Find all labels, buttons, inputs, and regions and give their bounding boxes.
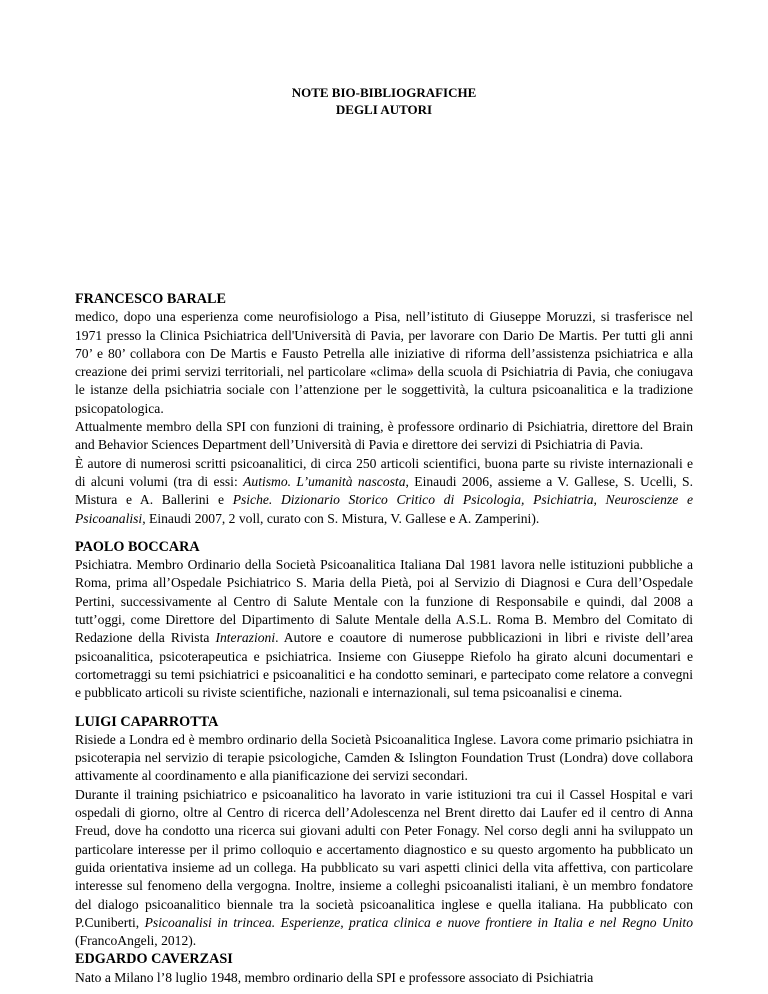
author-bio-paragraph [75,786,693,951]
title-line-1: NOTE BIO-BIBLIOGRAFICHE [291,85,477,100]
bio-text: È autore di numerosi scritti psicoanalitici, di circa 250 articoli scientifici, buona parte su riviste internazionali e di alcuni volumi (tra di essi: [75,455,693,489]
author-bio-paragraph: medico, dopo una esperienza come neurofisiologo a Pisa, nell’istituto di Giuseppe Moruzzi, si trasferisce nel 1971 presso la Clinica Psichiatrica dell'Università di Pavia, per lavorare con Dario De Martis. Per tutti gli anni 70’ e 80’ collabora con De Martis e Fausto Petrella alle iniziative di riforma dell’assistenza psichiatrica e alla creazione dei primi servizi territoriali, nel particolare «clima» della scuola di Psichiatria di Pavia, che coniugava le istanze della psichiatria sociale con l’attenzione per le soggettività, la cultura psicoanalitica e la tradizione psicopatologica. [75,309,693,416]
author-bio-paragraph [75,455,693,528]
book-title: Autismo. L’umanità nascosta [243,473,406,489]
bio-text: Durante il training psichiatrico e psicoanalitico ha lavorato in varie istituzioni tra cui il Cassel Hospital e vari ospedali di giorno, oltre al Centro di ricerca dell’Adolescenza nel Brent diretto dai Laufer ed il centro di Anna Freud, dove ha condotto una ricerca sui giovani adulti con Peter Fonagy. Nel corso degli anni ha sviluppato un particolare interesse per il primo colloquio e accertamento diagnostico e su questo argomento ha pubblicato un guida orientativa insieme ad un collega. Ha pubblicato su vari aspetti clinici della vita affettiva, con particolare interesse sul fenomeno della vergogna. Inoltre, insieme a colleghi psicoanalisti italiani, è un membro fondatore del dialogo psicoanalitico biennale tra la società psicoanalitica inglese e quella italiana. Ha pubblicato con P.Cuniberti, [75,786,693,930]
author-bio-paragraph: Nato a Milano l’8 luglio 1948, membro ordinario della SPI e professore associato di Psichiatria [75,969,594,985]
bio-text: (FrancoAngeli, 2012). [75,933,197,949]
author-entry-caverzasi [75,950,693,987]
author-name: LUIGI CAPARROTTA [75,713,219,730]
document-body [75,290,693,987]
document-title [0,84,768,118]
title-line-2: DEGLI AUTORI [335,102,433,117]
author-entry-boccara [75,538,693,703]
author-name: EDGARDO CAVERZASI [75,951,233,968]
author-name: PAOLO BOCCARA [75,538,200,555]
author-entry-caparrotta [75,713,693,951]
author-entry-barale [75,290,693,528]
journal-title: Interazioni [215,630,276,646]
author-bio-paragraph: Risiede a Londra ed è membro ordinario della Società Psicoanalitica Inglese. Lavora come primario psichiatra in psicoterapia nel servizio di terapie psicologiche, Camden & Islington Foundation Trust (Londra) dove collabora attivamente al coordinamento e alla pianificazione dei servizi secondari. [75,731,693,784]
author-bio-paragraph [75,556,693,702]
bio-text: , Einaudi 2007, 2 voll, curato con S. Mistura, V. Gallese e A. Zamperini). [142,510,540,526]
bio-text: , Einaudi 2006, assieme a V. Gallese, S. Ucelli, S. Mistura e A. Ballerini e [75,473,693,508]
book-title: Psicoanalisi in trincea. Esperienze, pratica clinica e nuove frontiere in Italia e nel Regno Unito [144,914,693,930]
author-name: FRANCESCO BARALE [75,291,226,307]
bio-text: . Autore e coautore di numerose pubblicazioni in libri e riviste dell’area psicoanalitica, psicoterapeutica e psichiatrica. Insieme con Giuseppe Riefolo ha girato alcuni documentari e cortometraggi su temi psichiatrici e psicoanalitici e ha condotto seminari, e partecipato come relatore a convegni e pubblicato articoli su riviste scientifiche, nazionali e internazionali, sul tema psicoanalisi e cinema. [75,630,694,701]
book-title: Psiche. Dizionario Storico Critico di Psicologia, Psichiatria, Neuroscienze e Psicoanalisi [75,492,693,526]
author-bio-paragraph: Attualmente membro della SPI con funzioni di training, è professore ordinario di Psichiatria, direttore del Brain and Behavior Sciences Department dell’Università di Pavia e direttore dei servizi di Psichiatria di Pavia. [75,419,693,453]
bio-text: Psichiatra. Membro Ordinario della Società Psicoanalitica Italiana Dal 1981 lavora nelle istituzioni pubbliche a Roma, prima all’Ospedale Psichiatrico S. Maria della Pietà, poi al Servizio di Diagnosi e Cura dell’Ospedale Pertini, successivamente al Centro di Salute Mentale con la funzione di Responsabile e quindi, dal 2008 a tutt’oggi, come Direttore del Dipartimento di Salute Mentale della A.S.L. Roma B. Membro del Comitato di Redazione della Rivista [75,557,693,646]
